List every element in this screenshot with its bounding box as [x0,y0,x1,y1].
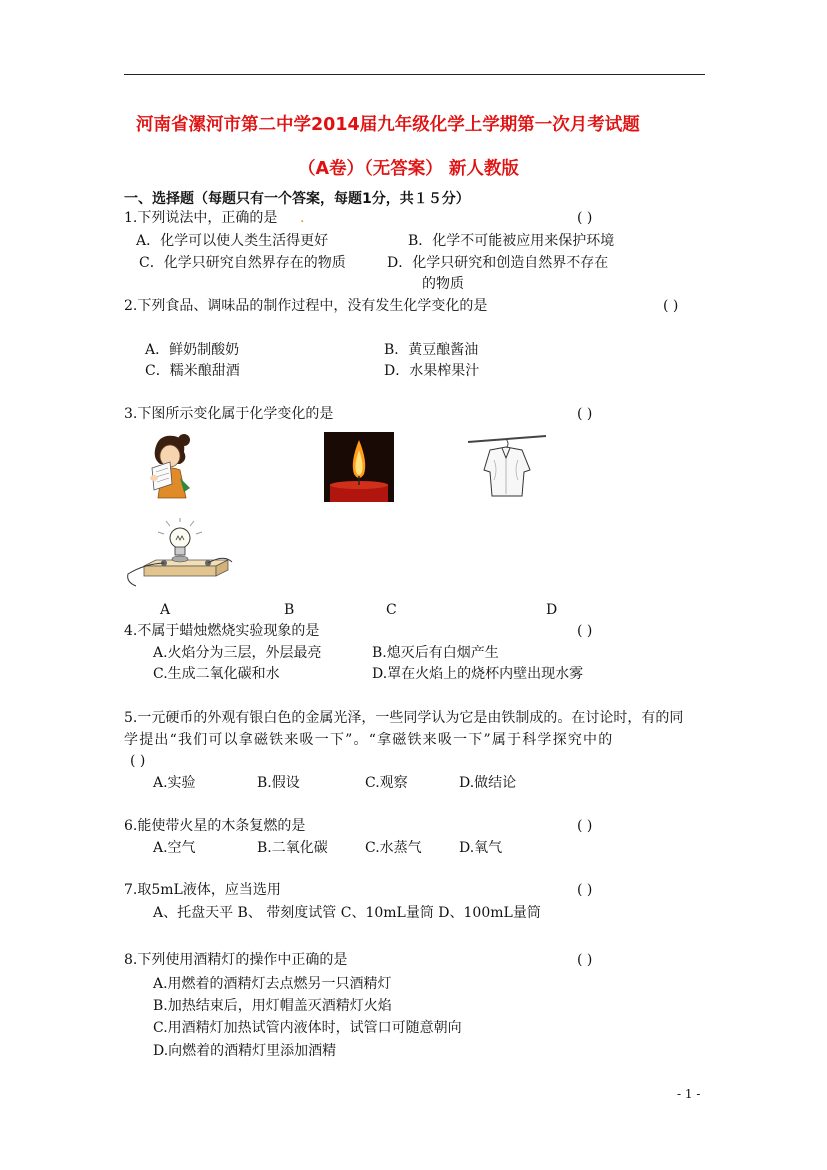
page-number: - 1 - [677,1087,701,1101]
light-bulb-circuit-image [124,518,236,592]
page-title: 河南省漯河市第二中学2014届九年级化学上学期第一次月考试题 [136,115,640,135]
q8-option-b: B.加热结束后，用灯帽盖灭酒精灯火焰 [153,998,392,1014]
q8-option-a: A.用燃着的酒精灯去点燃另一只酒精灯 [153,976,392,992]
drying-shirt-image [466,430,548,502]
q2-option-c: C．糯米酿甜酒 [145,363,240,379]
q5-option-c: C.观察 [365,775,408,791]
q8-stem: 8.下列使用酒精灯的操作中正确的是 [124,952,348,968]
page-subtitle: （A卷）（无答案） 新人教版 [298,159,519,179]
q6-option-d: D.氧气 [459,840,503,856]
q1-option-d-cont: 的物质 [422,276,464,292]
q3-label-c: C [386,602,397,618]
q2-option-a: A．鲜奶制酸奶 [145,342,240,358]
q5-paren: ( ) [130,753,146,769]
q4-option-c: C.生成二氧化碳和水 [153,666,280,682]
q5-option-b: B.假设 [257,775,300,791]
q2-option-b: B．黄豆酿酱油 [384,342,479,358]
q6-stem: 6.能使带火星的木条复燃的是 [124,818,306,834]
header-rule [124,74,705,75]
q8-option-c: C.用酒精灯加热试管内液体时，试管口可随意朝向 [153,1020,462,1036]
q1-option-a: A．化学可以使人类生活得更好 [136,233,329,249]
q7-options: A、托盘天平 B、 带刻度试管 C、10mL量筒 D、100mL量筒 [153,905,541,921]
q1-option-d: D．化学只研究和创造自然界不存在 [387,255,609,271]
q6-option-a: A.空气 [153,840,196,856]
q6-paren: ( ) [577,818,593,834]
q5-line2: 学提出“我们可以拿磁铁来吸一下”。“拿磁铁来吸一下”属于科学探究中的 [124,732,614,748]
q7-paren: ( ) [577,882,593,898]
q2-stem: 2.下列食品、调味品的制作过程中，没有发生化学变化的是 [124,298,488,314]
q1-stem: 1.下列说法中，正确的是 [124,210,278,226]
q7-stem: 7.取5mL液体，应当选用 [124,882,281,898]
q6-option-c: C.水蒸气 [365,840,422,856]
q5-option-a: A.实验 [153,775,196,791]
q4-paren: ( ) [577,623,593,639]
q4-option-d: D.罩在火焰上的烧杯内壁出现水雾 [372,666,584,682]
q1-paren: ( ) [577,210,593,226]
q2-option-d: D．水果榨果汁 [384,363,480,379]
q2-paren: ( ) [663,298,679,314]
q3-stem: 3.下图所示变化属于化学变化的是 [124,406,334,422]
q4-option-a: A.火焰分为三层，外层最亮 [153,645,322,661]
section-heading: 一、选择题（每题只有一个答案，每题1分，共１５分） [124,191,470,207]
q3-label-b: B [284,602,295,618]
q5-option-d: D.做结论 [459,775,517,791]
q3-label-a: A [160,602,171,618]
candle-flame-image [324,432,394,502]
girl-reading-image [140,432,198,502]
q1-option-b: B．化学不可能被应用来保护环境 [408,233,615,249]
q1-option-c: C．化学只研究自然界存在的物质 [139,255,346,271]
q6-option-b: B.二氧化碳 [257,840,328,856]
q5-line1: 5.一元硬币的外观有银白色的金属光泽，一些同学认为它是由铁制成的。在讨论时，有的同 [124,710,684,726]
q8-paren: ( ) [577,952,593,968]
q8-option-d: D.向燃着的酒精灯里添加酒精 [153,1043,337,1059]
q3-label-d: D [546,602,558,618]
q1-dot: . [300,210,305,226]
q3-paren: ( ) [577,406,593,422]
q4-stem: 4.不属于蜡烛燃烧实验现象的是 [124,623,320,639]
q4-option-b: B.熄灭后有白烟产生 [372,645,499,661]
